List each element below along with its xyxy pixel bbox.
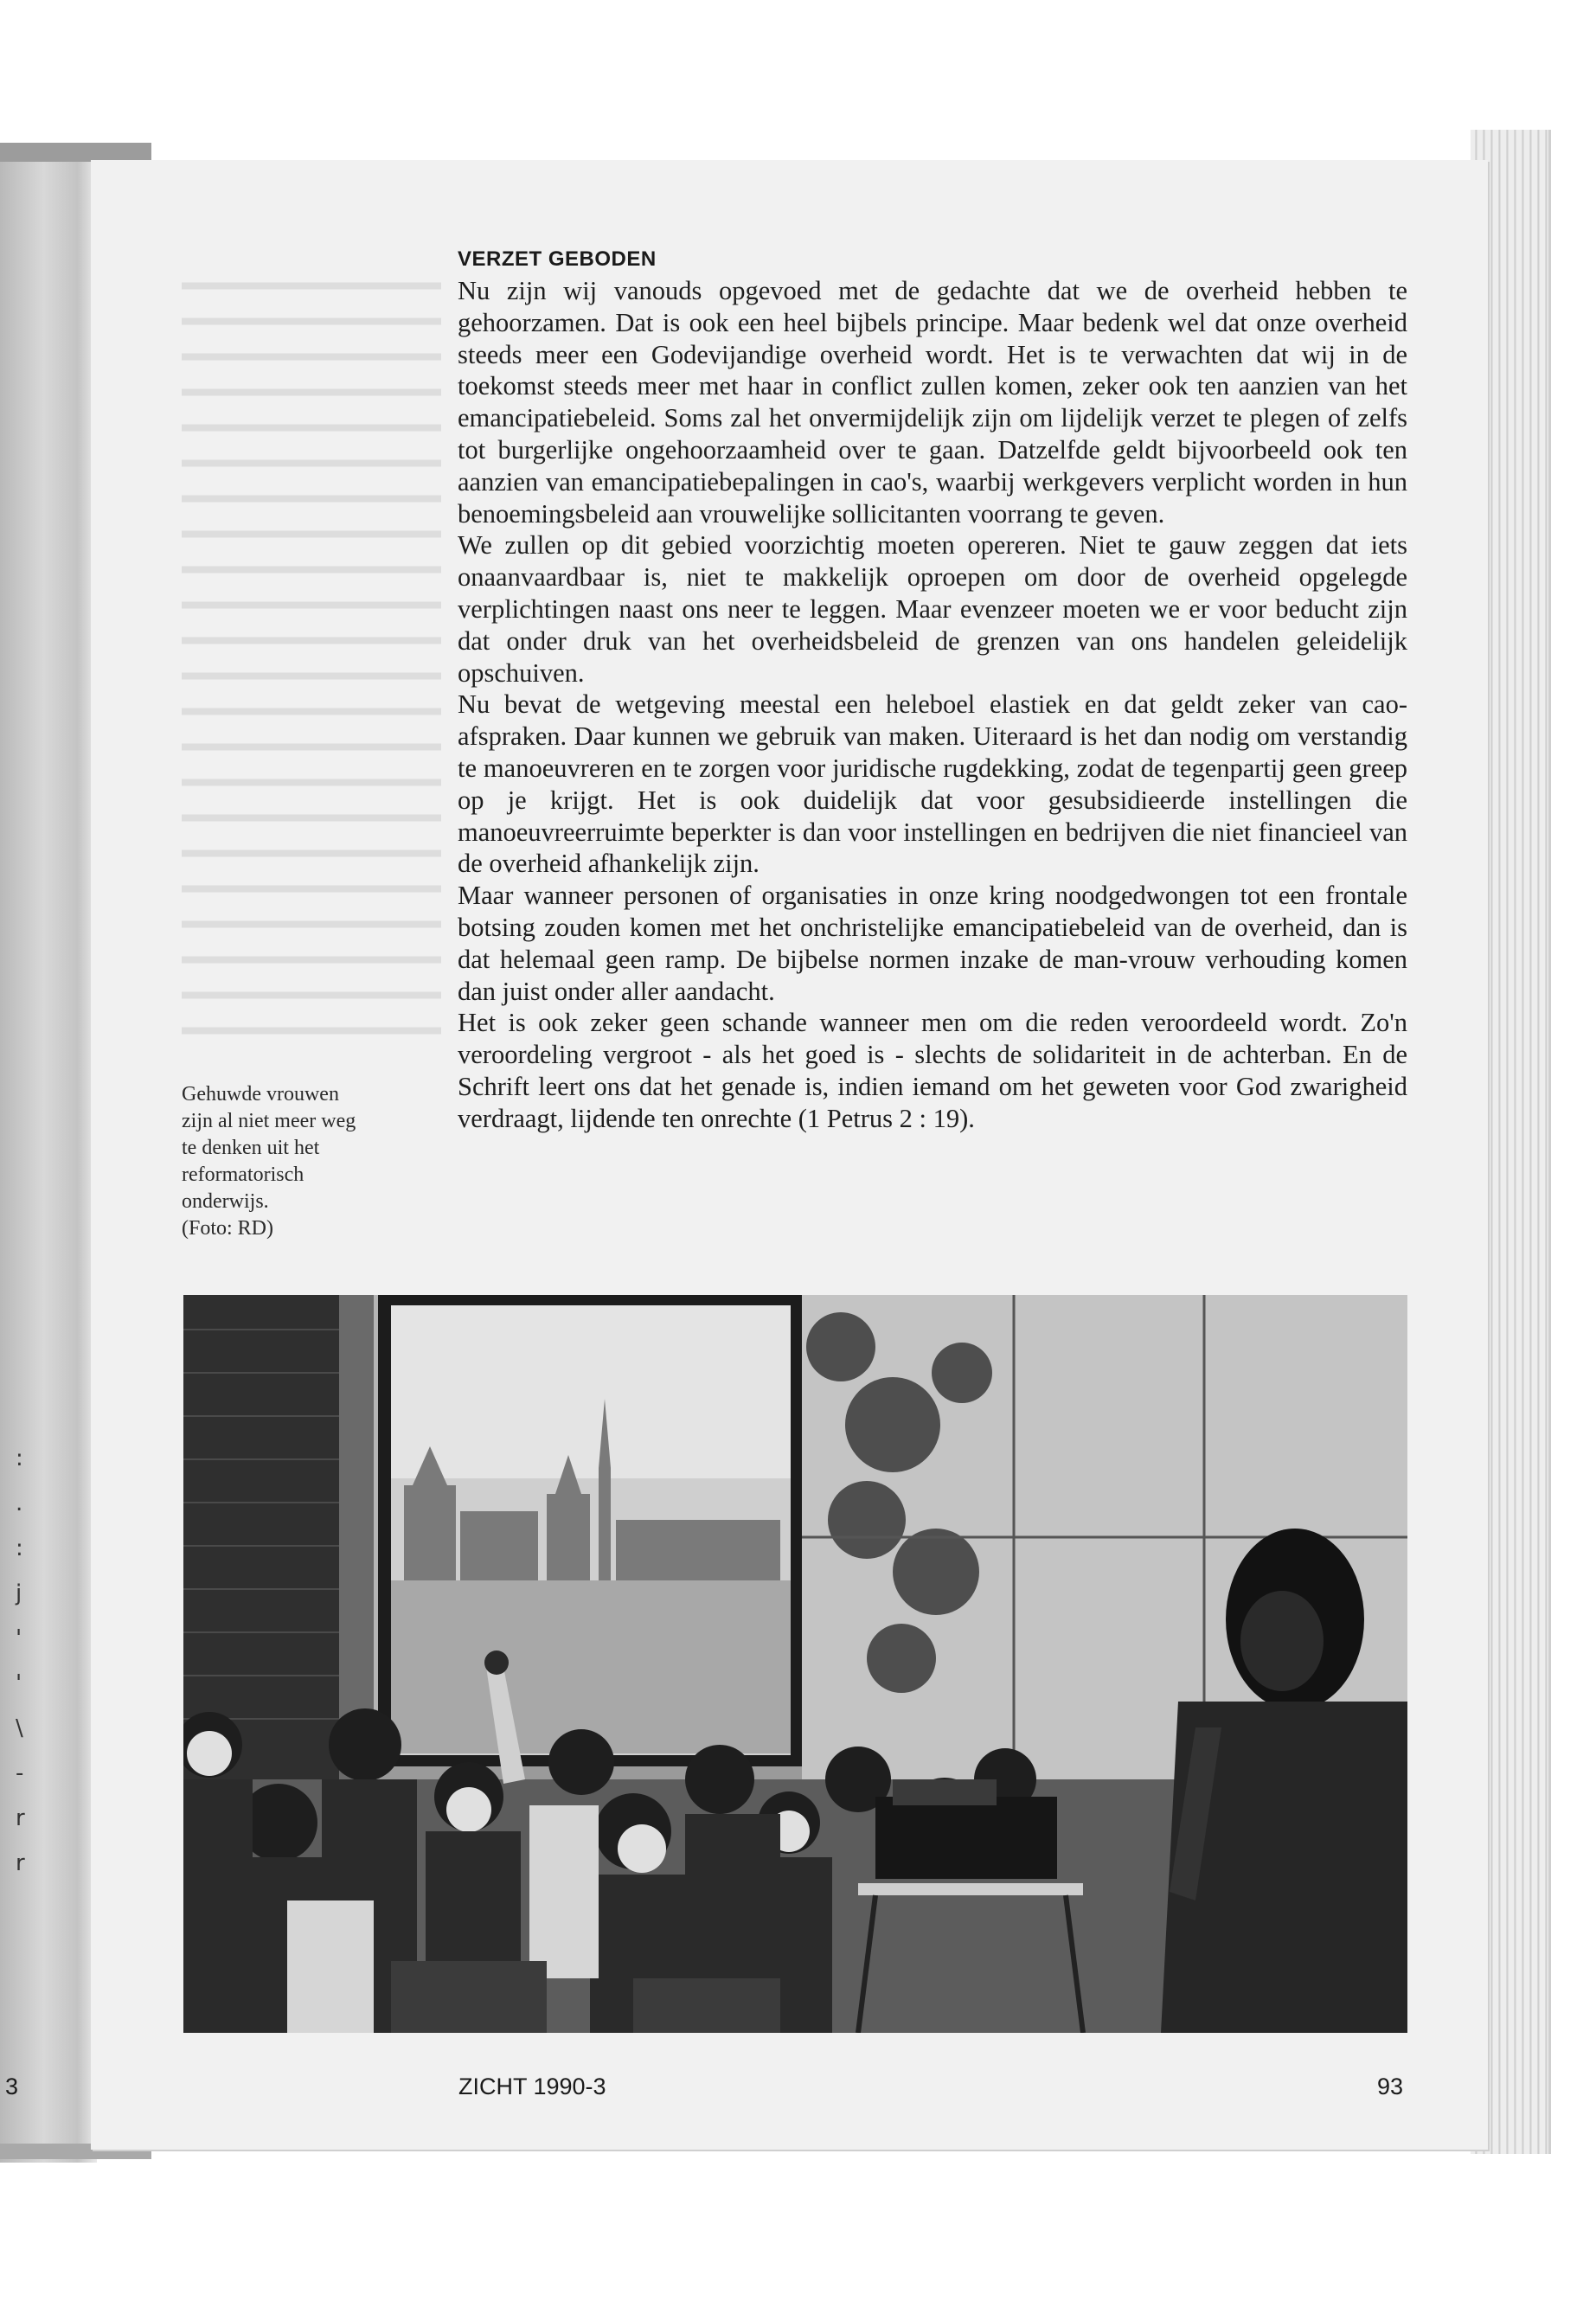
caption-line: (Foto: RD) [182, 1217, 274, 1240]
article-paragraph: Nu zijn wij vanouds opgevoed met de gedachte dat we de overheid hebben te gehoorzamen. Dat is ook een heel bijbels principe. Maar bedenk wel dat onze overheid steeds meer een Godevijandige overheid wordt. Het is te verwachten dat wij in de toekomst steeds meer met haar in conflict zullen komen, zeker ook ten aanzien van het emancipatiebeleid. Soms zal het onvermijdelijk zijn om lijdelijk verzet te plegen of zelfs tot burgerlijke ongehoorzaamheid over te gaan. Datzelfde geldt bijvoorbeeld ook ten aanzien van emancipatiebepalingen in cao's, waarbij werkgevers verplicht worden in hun benoemingsbeleid aan vrouwelijke sollicitanten voorrang te geven. [458, 276, 1407, 529]
classroom-photo-illustration [183, 1295, 1407, 2033]
edge-mark: \ [16, 1715, 23, 1741]
section-heading: VERZET GEBODEN [458, 247, 657, 271]
edge-mark: j [16, 1580, 22, 1606]
article-paragraph: Maar wanneer personen of organisaties in onze kring noodgedwongen tot een frontale botsing zouden komen met het onchristelijke emancipatiebeleid van de overheid, dan is dat helemaal geen ramp. De bijbelse normen inzake de man-vrouw verhouding komen dan juist onder aller aandacht. [458, 881, 1407, 1006]
page-footer [0, 2073, 1596, 2108]
edge-mark: ' [16, 1670, 22, 1696]
photo-caption [182, 1081, 433, 1242]
left-page-number-fragment: 3 [5, 2073, 19, 2099]
edge-mark: . [16, 1490, 23, 1516]
classroom-photo [183, 1295, 1407, 2033]
edge-mark: ' [16, 1625, 22, 1651]
edge-mark: : [16, 1535, 23, 1561]
edge-mark: r [16, 1850, 25, 1876]
article-body [458, 244, 1407, 1135]
book-binding [0, 147, 97, 2163]
article-paragraph: We zullen op dit gebied voorzichtig moeten opereren. Niet te gauw zeggen dat iets onaanvaardbaar is, niet te makkelijk oproepen om door de overheid opgelegde verplichtingen naast ons neer te leggen. Maar evenzeer moeten we er voor beducht zijn dat onder druk van het overheidsbeleid de grenzen van ons handelen geleidelijk opschuiven. [458, 530, 1407, 688]
article-paragraph: Het is ook zeker geen schande wanneer men om die reden veroordeeld wordt. Zo'n veroordeling vergroot - als het goed is - slechts de solidariteit in de achterban. En de Schrift leert ons dat het genade is, indien iemand om het geweten voor God zwarigheid verdraagt, lijdende ten onrechte (1 Petrus 2 : 19). [458, 1008, 1407, 1133]
edge-mark: r [16, 1805, 25, 1831]
edge-mark: : [16, 1445, 23, 1471]
page-number: 93 [1377, 2073, 1404, 2099]
journal-issue: ZICHT 1990-3 [458, 2073, 606, 2099]
caption-line: onderwijs. [182, 1190, 269, 1213]
caption-line: reformatorisch [182, 1163, 304, 1186]
article-paragraph: Nu bevat de wetgeving meestal een heleboel elastiek en dat geldt zeker van cao-afspraken. Daar kunnen we gebruik van maken. Uiteraard is het dan nodig om verstandig te manoeuvreren en te zorgen voor juridische rugdekking, zodat de tegenpartij geen greep op je krijgt. Het is ook duidelijk dat voor gesubsidieerde instellingen die manoeuvreerruimte beperkter is dan voor instellingen en bedrijven die niet financieel van de overheid afhankelijk zijn. [458, 689, 1407, 879]
binding-top-edge [0, 143, 151, 162]
adjacent-page-edge-marks [16, 1436, 33, 1920]
caption-line: zijn al niet meer weg [182, 1110, 356, 1132]
caption-line: Gehuwde vrouwen [182, 1083, 339, 1106]
caption-line: te denken uit het [182, 1137, 320, 1159]
edge-mark: - [16, 1760, 24, 1786]
show-through-text [182, 260, 441, 1038]
